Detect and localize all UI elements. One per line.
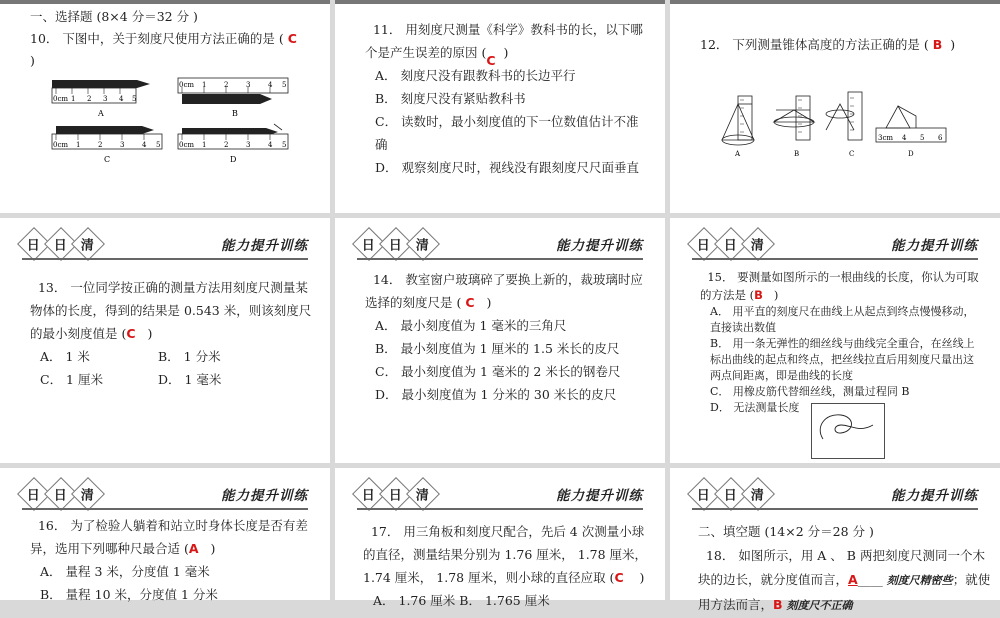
section-title: 二、填空题 (14×2 分＝28 分 ) — [698, 524, 874, 539]
svg-text:2: 2 — [224, 141, 229, 149]
label-d: D — [908, 150, 914, 158]
option-b: B． 1 分米 — [158, 349, 221, 364]
svg-text:3: 3 — [120, 141, 125, 149]
answer-12: B — [932, 37, 943, 52]
header-title: 能力提升训练 — [891, 238, 978, 254]
svg-text:3: 3 — [103, 95, 108, 103]
handwritten-18b: 刻度尺不正确 — [786, 599, 853, 612]
svg-text:1: 1 — [202, 141, 207, 149]
svg-text:2: 2 — [87, 95, 92, 103]
question-10-close: ) — [30, 53, 35, 68]
option-a: A． 用平直的刻度尺在曲线上从起点到终点慢慢移动，直接读出数值 — [710, 305, 975, 334]
svg-text:3: 3 — [246, 81, 251, 89]
badge-icon: 日 日 清 — [22, 482, 100, 506]
panel-header — [670, 468, 1000, 520]
question-17: 17． 用三角板和刻度尺配合，先后 4 次测量小球的直径，测量结果分别为 1.76 厘米， 1.78 厘米， 1.74 厘米， 1.78 厘米，则小球的直径应取 (C ) — [363, 524, 648, 585]
svg-text:4: 4 — [119, 95, 124, 103]
top-strip — [335, 0, 665, 4]
option-b: B． 最小刻度值为 1 厘米的 1.5 米长的皮尺 — [375, 341, 620, 356]
label-d: D — [230, 155, 237, 164]
svg-text:4: 4 — [902, 134, 907, 142]
question-18: 18． 如图所示，用 A 、 B 两把刻度尺测同一个木块的边长，就分度值而言，A____ 刻度尺精密些；就使用方法而言，B 刻度尺不正确 — [698, 548, 991, 612]
svg-text:5: 5 — [282, 81, 287, 89]
svg-text:4: 4 — [142, 141, 147, 149]
option-b: B． 刻度尺没有紧贴教科书 — [375, 91, 526, 106]
question-13: 13． 一位同学按正确的测量方法用刻度尺测量某物体的长度，得到的结果是 0.543 米，则该刻度尺的最小刻度值是 (C ) — [30, 280, 312, 341]
svg-text:1: 1 — [71, 95, 76, 103]
question-16: 16． 为了检验人躺着和站立时身体长度是否有差异，选用下列哪种尺最合适 (A ) — [30, 518, 308, 556]
svg-text:3: 3 — [246, 141, 251, 149]
svg-text:5: 5 — [282, 141, 287, 149]
option-d: D． 1 毫米 — [158, 372, 222, 387]
panel-q12 — [670, 0, 1000, 213]
answer-16: A — [188, 541, 199, 556]
svg-text:4: 4 — [268, 81, 273, 89]
svg-text:4: 4 — [268, 141, 273, 149]
header-title: 能力提升训练 — [556, 488, 643, 504]
svg-text:0cm: 0cm — [53, 141, 69, 149]
svg-text:0cm: 0cm — [179, 81, 195, 89]
option-c: C． 1 厘米 — [40, 372, 103, 387]
svg-text:5: 5 — [132, 95, 137, 103]
answer-18b: B — [773, 597, 783, 612]
svg-text:1: 1 — [76, 141, 81, 149]
svg-text:5: 5 — [920, 134, 925, 142]
answer-18a: A — [848, 572, 858, 587]
svg-text:0cm: 0cm — [179, 141, 195, 149]
panel-q17 — [335, 468, 665, 608]
ruler-figure-q10 — [44, 74, 304, 169]
question-12: 12． 下列测量锥体高度的方法正确的是 ( B ) — [700, 37, 956, 52]
handwritten-18a: 刻度尺精密些 — [886, 574, 953, 587]
header-title: 能力提升训练 — [221, 488, 308, 504]
option-b: B． 量程 10 米，分度值 1 分米 — [40, 587, 218, 602]
panel-q13 — [0, 218, 330, 463]
answer-14: C — [465, 295, 475, 310]
option-c: C． 用橡皮筋代替细丝线，测量过程同 B — [710, 385, 910, 398]
option-c: C． 最小刻度值为 1 毫米的 2 米长的钢卷尺 — [375, 364, 621, 379]
label-c: C — [849, 150, 855, 158]
panel-header — [335, 468, 665, 520]
label-b: B — [232, 109, 238, 118]
top-strip — [670, 0, 1000, 4]
answer-17: C — [614, 570, 624, 585]
label-c: C — [104, 155, 111, 164]
question-10: 10． 下图中，关于刻度尺使用方法正确的是 ( C — [30, 31, 297, 46]
badge-icon: 日 日 清 — [692, 482, 770, 506]
option-a: A． 量程 3 米，分度值 1 毫米 — [40, 564, 210, 579]
panel-q14 — [335, 218, 665, 463]
option-a: A． 1 米 — [40, 349, 90, 364]
badge-icon: 日 日 清 — [692, 232, 770, 256]
answer-10: C — [287, 31, 297, 46]
panel-q11 — [335, 0, 665, 213]
svg-text:5: 5 — [156, 141, 161, 149]
badge-icon: 日 日 清 — [357, 232, 435, 256]
badge-icon: 日 日 清 — [357, 482, 435, 506]
panel-header — [335, 218, 665, 270]
section-title: 一、选择题 (8×4 分＝32 分 ) — [30, 9, 198, 24]
badge-icon: 日 日 清 — [22, 232, 100, 256]
option-a: A． 刻度尺没有跟教科书的长边平行 — [375, 68, 576, 83]
question-15: 15． 要测量如图所示的一根曲线的长度，你认为可取的方法是 (B ) — [700, 270, 979, 302]
header-title: 能力提升训练 — [891, 488, 978, 504]
option-d: D． 观察刻度尺时，视线没有跟刻度尺尺面垂直 — [375, 160, 639, 175]
option-d: D． 最小刻度值为 1 分米的 30 米长的皮尺 — [375, 387, 617, 402]
answer-13: C — [126, 326, 136, 341]
ruler-d-zero: 3cm — [878, 134, 894, 142]
svg-text:6: 6 — [938, 134, 943, 142]
answer-11: C — [486, 53, 496, 68]
option-d: D． 无法测量长度 — [710, 401, 800, 414]
option-ab: A． 1.76 厘米 B． 1.765 厘米 — [373, 593, 550, 608]
svg-text:2: 2 — [98, 141, 103, 149]
label-b: B — [794, 150, 800, 158]
panel-q15 — [670, 218, 1000, 463]
svg-text:2: 2 — [224, 81, 229, 89]
label-a: A — [98, 109, 104, 118]
panel-q10 — [0, 0, 330, 213]
curve-figure-q15 — [811, 403, 885, 459]
question-14: 14． 教室窗户玻璃碎了要换上新的，裁玻璃时应选择的刻度尺是 ( C ) — [365, 272, 643, 310]
header-title: 能力提升训练 — [556, 238, 643, 254]
question-11: 11． 用刻度尺测量《科学》教科书的长，以下哪个是产生误差的原因 (C ) — [365, 22, 643, 68]
panel-header — [0, 468, 330, 520]
cone-figure-q12 — [716, 90, 956, 165]
top-strip — [0, 0, 330, 4]
panel-q16 — [0, 468, 330, 600]
option-a: A． 最小刻度值为 1 毫米的三角尺 — [375, 318, 567, 333]
ruler-a-zero: 0cm — [53, 95, 69, 103]
panel-header — [0, 218, 330, 270]
option-b: B． 用一条无弹性的细丝线与曲线完全重合，在丝线上标出曲线的起点和终点，把丝线拉直后用刻度尺量出这两点间距离，即是曲线的长度 — [710, 337, 975, 382]
answer-15: B — [754, 288, 763, 302]
option-c: C． 读数时，最小刻度值的下一位数值估计不准确 — [375, 114, 639, 152]
label-a: A — [735, 150, 741, 158]
svg-text:1: 1 — [202, 81, 207, 89]
panel-q18 — [670, 468, 1000, 612]
header-title: 能力提升训练 — [221, 238, 308, 254]
panel-header — [670, 218, 1000, 270]
